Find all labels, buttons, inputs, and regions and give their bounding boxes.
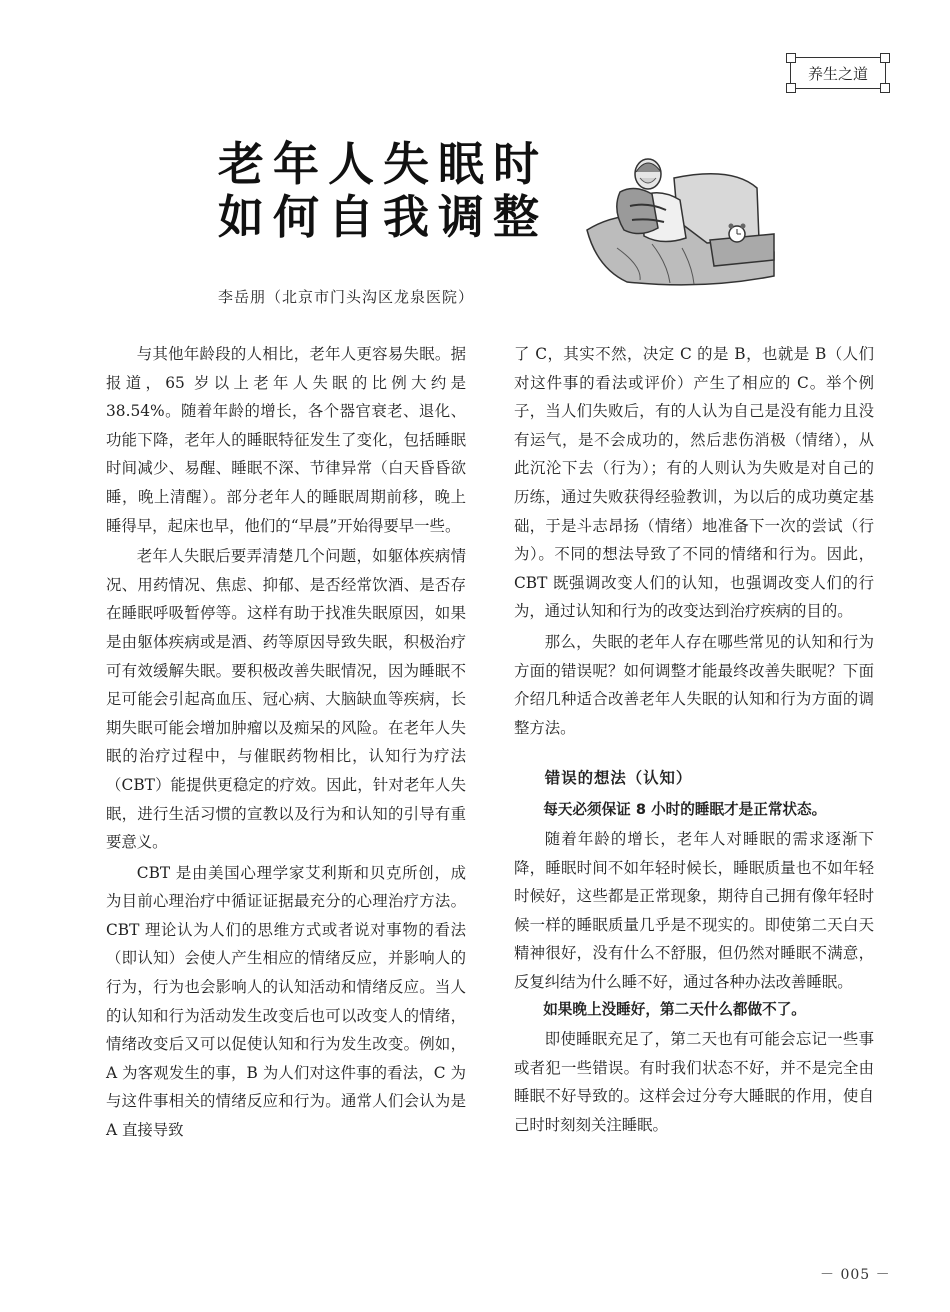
tag-corner-ornament — [880, 83, 890, 93]
paragraph: 即使睡眠充足了，第二天也有可能会忘记一些事或者犯一些错误。有时我们状态不好，并不是完全由睡眠不好导致的。这样会过分夸大睡眠的作用，使自己时时刻刻关注睡眠。 — [514, 1030, 874, 1134]
section-tag — [790, 57, 886, 89]
paragraph: 与其他年龄段的人相比，老年人更容易失眠。据报道，65 岁以上老年人失眠的比例大约是 38.54%。随着年龄的增长，各个器官衰老、退化、功能下降，老年人的睡眠特征发生了变化，包括睡眠时间减少、易醒、睡眠不深、节律异常（白天昏昏欲睡，晚上清醒）。部分老年人的睡眠周期前移，晚上睡得早，起床也早，他们的“早晨”开始得要早一些。 — [106, 345, 466, 535]
paragraph: 随着年龄的增长，老年人对睡眠的需求逐渐下降，睡眠时间不如年轻时候长，睡眠质量也不如年轻时候好，这些都是正常现象，期待自己拥有像年轻时候一样的睡眠质量几乎是不现实的。即使第二天白天精神很好，没有什么不舒服，但仍然对睡眠不满意，反复纠结为什么睡不好，通过各种办法改善睡眠。 — [514, 829, 874, 991]
section-subheading: 错误的想法（认知） — [544, 769, 693, 788]
article-byline: 李岳朋（北京市门头沟区龙泉医院） — [218, 288, 475, 306]
paragraph: 了 C，其实不然，决定 C 的是 B，也就是 B（人们对这件事的看法或评价）产生了相应的 C。举个例子，当人们失败后，有的人认为自己是没有能力且没有运气，是不会成功的，然后悲伤消极（情绪），从此沉沦下去（行为）；有的人则认为失败是对自己的历练，通过失败获得经验教训，为以后的成功奠定基础，于是斗志昂扬（情绪）地准备下一次的尝试（行为）。不同的想法导致了不同的情绪和行为。因此，CBT 既强调改变人们的认知，也强调改变人们的行为，通过认知和行为的改变达到治疗疾病的目的。 — [514, 345, 874, 621]
paragraph: CBT 是由美国心理学家艾利斯和贝克所创，成为目前心理治疗中循证证据最充分的心理治疗方法。CBT 理论认为人们的思维方式或者说对事物的看法（即认知）会使人产生相应的情绪反应，并影响人的行为，行为也会影响人的认知活动和情绪反应。当人的认知和行为活动发生改变后也可以改变人的情绪，情绪改变后又可以促使认知和行为发生改变。例如，A 为客观发生的事，B 为人们对这件事的看法，C 为与这件事相关的情绪反应和行为。通常人们会认为是 A 直接导致 — [106, 863, 466, 1140]
article-title — [218, 137, 548, 244]
paragraph: 那么，失眠的老年人存在哪些常见的认知和行为方面的错误呢？如何调整才能最终改善失眠呢？下面介绍几种适合改善老年人失眠的认知和行为方面的调整方法。 — [514, 632, 874, 737]
title-line-1: 老年人失眠时 — [218, 137, 548, 191]
emphasis-statement: 每天必须保证 8 小时的睡眠才是正常状态。 — [543, 801, 827, 819]
tag-corner-ornament — [880, 53, 890, 63]
tag-corner-ornament — [786, 53, 796, 63]
body-column-right — [514, 340, 874, 1139]
page-number: － 005 － — [820, 1267, 891, 1283]
title-line-2: 如何自我调整 — [218, 190, 548, 244]
emphasis-statement: 如果晚上没睡好，第二天什么都做不了。 — [543, 1001, 806, 1019]
elderly-insomnia-illustration — [582, 148, 782, 298]
body-column-left — [106, 340, 466, 1145]
tag-corner-ornament — [786, 83, 796, 93]
paragraph: 老年人失眠后要弄清楚几个问题，如躯体疾病情况、用药情况、焦虑、抑郁、是否经常饮酒、是否存在睡眠呼吸暂停等。这样有助于找准失眠原因，如果是由躯体疾病或是酒、药等原因导致失眠，积极治疗可有效缓解失眠。要积极改善失眠情况，因为睡眠不足可能会引起高血压、冠心病、大脑缺血等疾病，长期失眠可能会增加肿瘤以及痴呆的风险。在老年人失眠的治疗过程中，与催眠药物相比，认知行为疗法（CBT）能提供更稳定的疗效。因此，针对老年人失眠，进行生活习惯的宣教以及行为和认知的引导有重要意义。 — [106, 547, 466, 852]
section-tag-label: 养生之道 — [807, 64, 868, 83]
